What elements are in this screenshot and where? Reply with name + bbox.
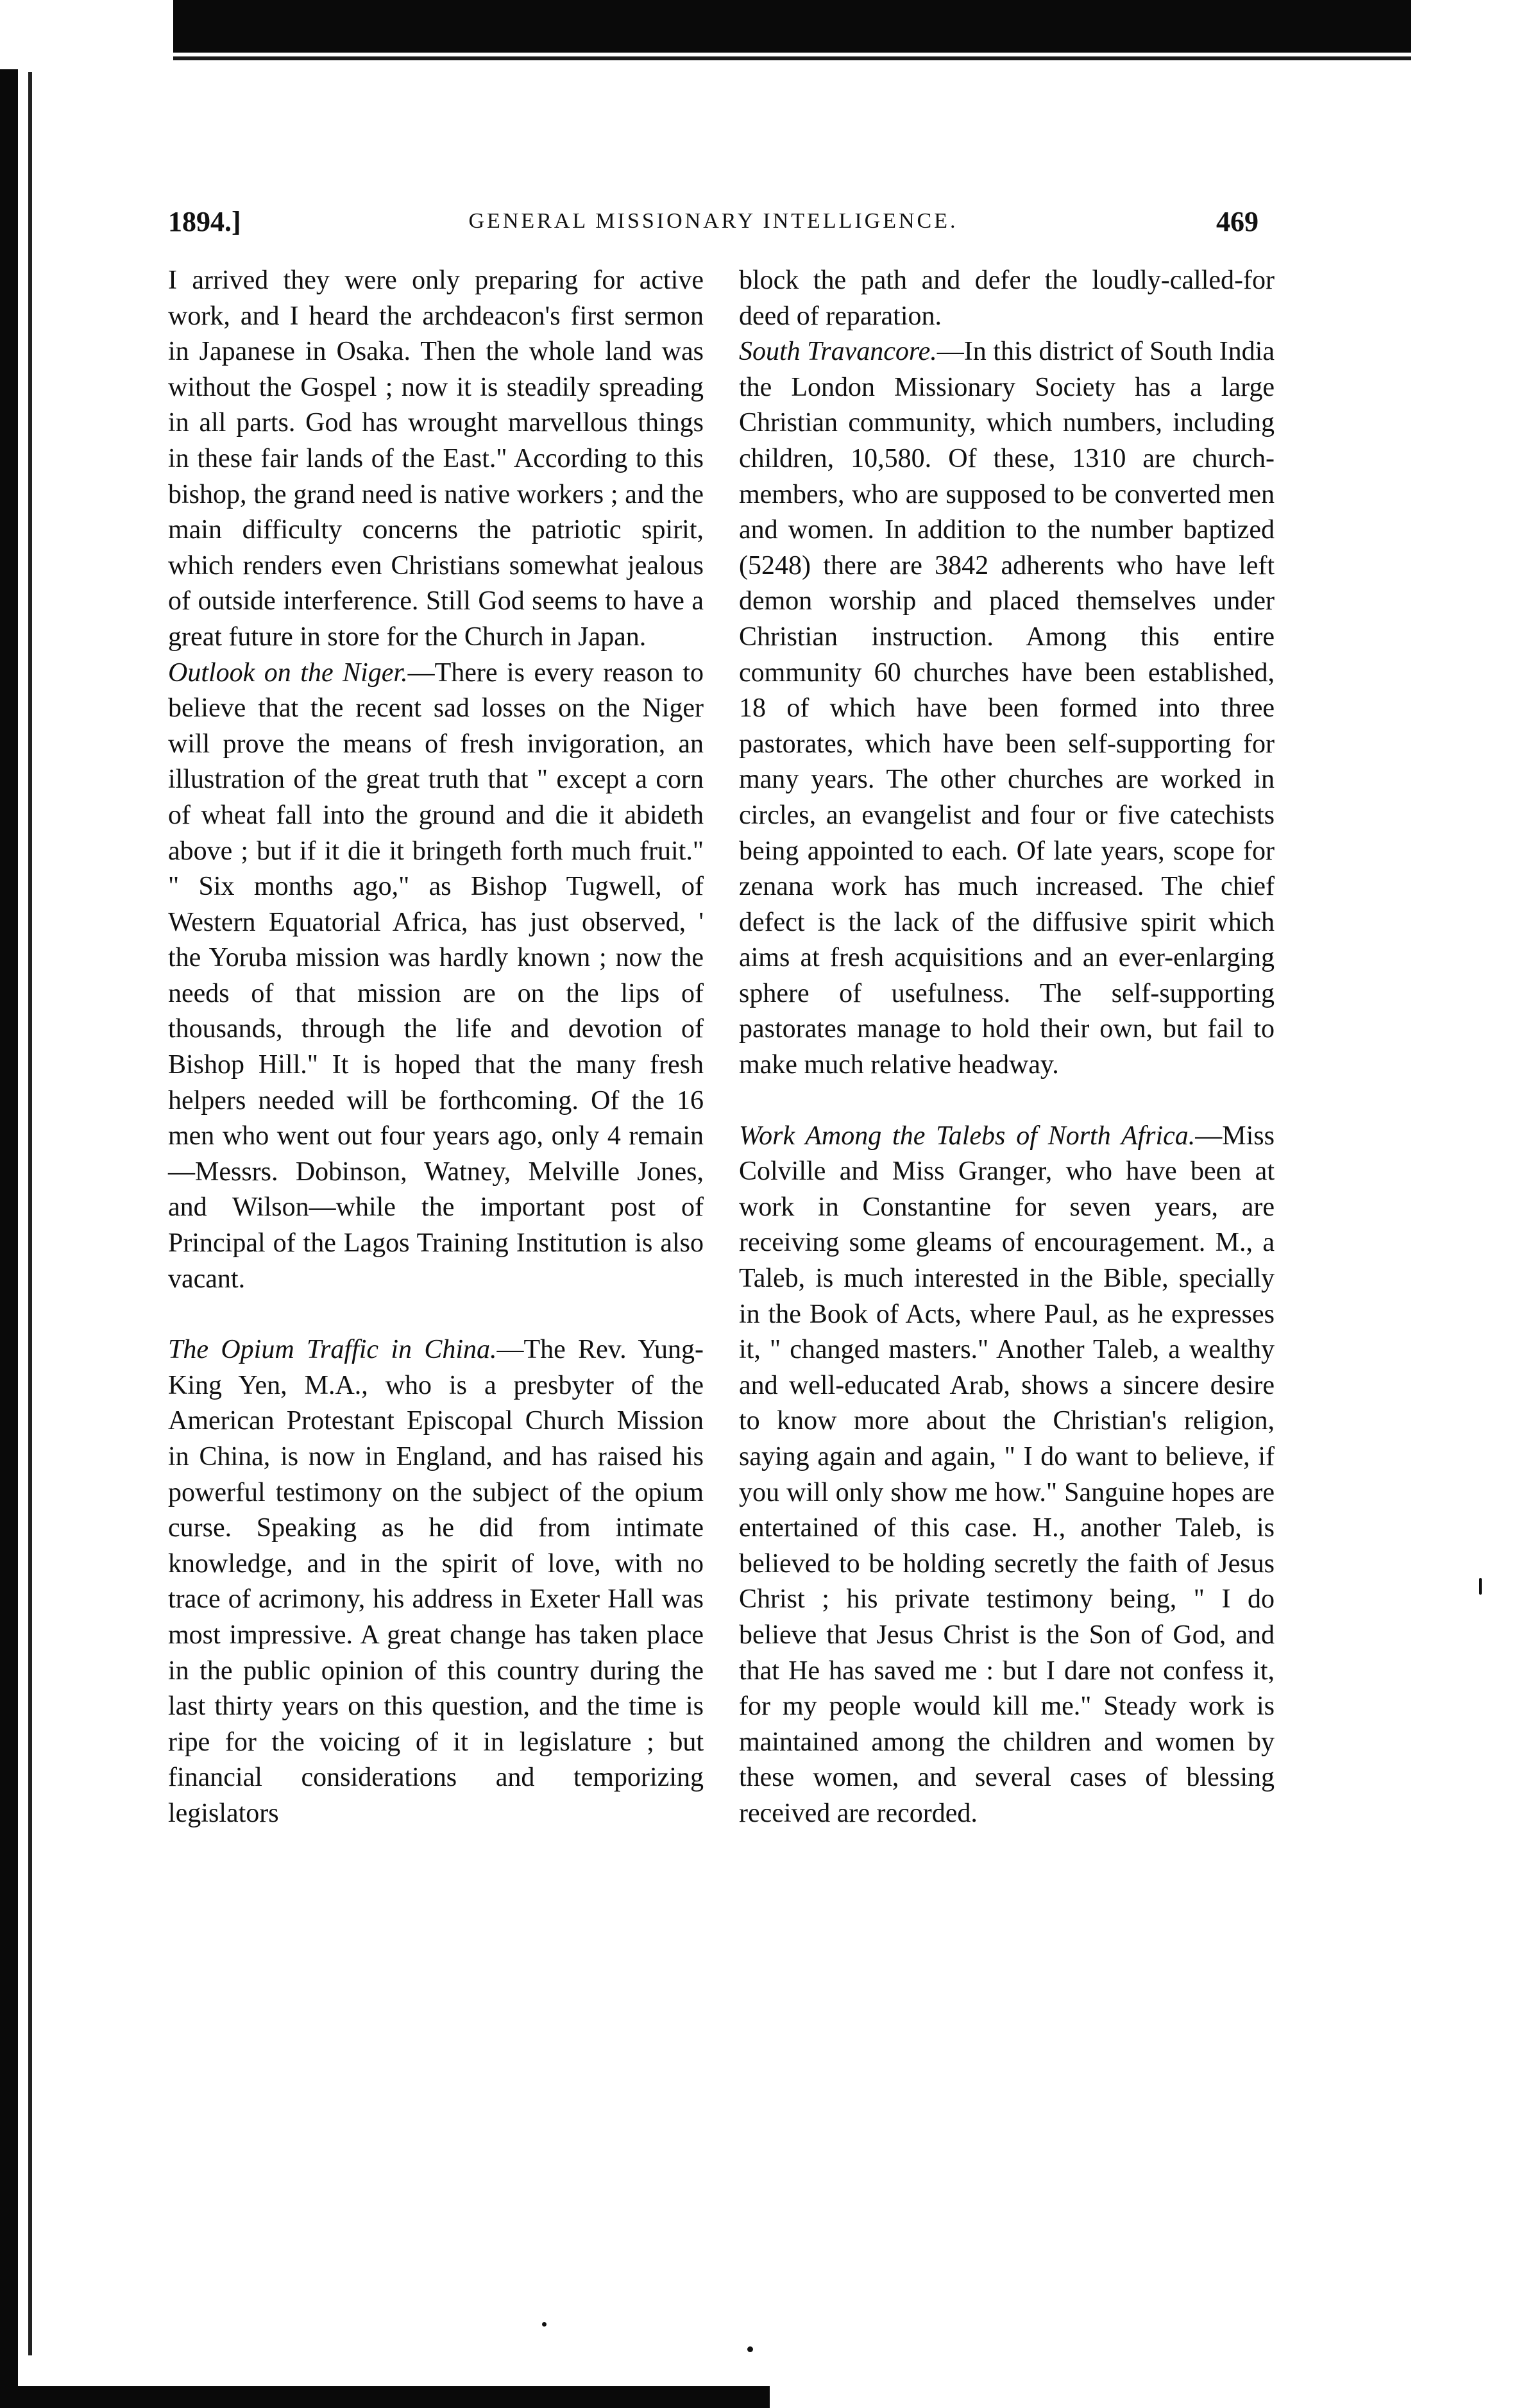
scan-border-top-line — [173, 56, 1411, 60]
left-paragraph-3 — [168, 1332, 704, 1831]
scan-border-top — [173, 0, 1411, 53]
talebs-heading: Work Among the Talebs of North Africa. — [739, 1121, 1196, 1151]
scan-border-left — [0, 69, 18, 2408]
travancore-heading: South Travancore. — [739, 337, 937, 367]
scan-speck — [747, 2346, 753, 2352]
scan-border-left-line — [28, 72, 32, 2355]
opium-body: —The Rev. Yung-King Yen, M.A., who is a presbyter of the American Protestant Episcopal Church Mission in China, is now in England, and has raised his powerful testimony on the subject of the opium curse. Speaking as he did from intimate knowledge, and in the spirit of love, with no trace of acrimony, his address in Exeter Hall was most impressive. A great change has taken place in the public opinion of this country during the last thirty years on this question, and the time is ripe for the voicing of it in legislature ; but financial considerations and temporizing legislators — [168, 1335, 704, 1828]
scan-speck — [1479, 1578, 1482, 1595]
right-paragraph-1: block the path and defer the loudly-called-for deed of reparation. — [739, 266, 1275, 331]
niger-body: —There is every reason to believe that the recent sad losses on the Niger will prove the means of fresh invigoration, an illustration of the great truth that " except a corn of wheat fall into the ground and die it abideth above ; but if it die it bringeth forth much fruit." " Six months ago," as Bishop Tugwell, of Western Equatorial Africa, has just observed, ' the Yoruba mission was hardly known ; now the needs of that mission are on the lips of thousands, through the life and devotion of Bishop Hill." It is hoped that the many fresh helpers needed will be forthcoming. Of the 16 men who went out four years ago, only 4 remain —Messrs. Dobinson, Watney, Melville Jones, and Wilson—while the important post of Principal of the Lagos Training Institution is also vacant. — [168, 657, 704, 1294]
left-paragraph-2 — [168, 656, 704, 1298]
opium-heading: The Opium Traffic in China. — [168, 1335, 497, 1365]
right-paragraph-3 — [739, 1119, 1275, 1832]
left-paragraph-1: I arrived they were only preparing for active work, and I heard the archdeacon's first sermon in Japanese in Osaka. Then the whole land was without the Gospel ; now it is steadily spreading in all parts. God has wrought marvellous things in these fair lands of the East." According to this bishop, the grand need is native workers ; and the main difficulty concerns the patriotic spirit, which renders even Christians somewhat jealous of outside interference. Still God seems to have a great future in store for the Church in Japan. — [168, 266, 704, 652]
left-column — [168, 263, 704, 1832]
header-title: GENERAL MISSIONARY INTELLIGENCE. — [468, 209, 958, 233]
header-year: 1894.] — [168, 206, 241, 237]
niger-heading: Outlook on the Niger. — [168, 657, 408, 688]
right-paragraph-2 — [739, 334, 1275, 1083]
running-header — [168, 205, 1259, 244]
talebs-body: —Miss Colville and Miss Granger, who have been at work in Constantine for seven years, are receiving some gleams of encouragement. M., a Taleb, is much interested in the Bible, specially in the Book of Acts, where Paul, as he expresses it, " changed masters." Another Taleb, a wealthy and well-educated Arab, shows a sincere desire to know more about the Christian's religion, saying again and again, " I do want to believe, if you will only show me how." Sanguine hopes are entertained of this case. H., another Taleb, is believed to be holding secretly the faith of Jesus Christ ; his private testimony being, " I do believe that Jesus Christ is the Son of God, and that He has saved me : but I dare not confess it, for my people would kill me." Steady work is maintained among the children and women by these women, and several cases of blessing received are recorded. — [739, 1121, 1275, 1828]
travancore-body: —In this district of South India the London Missionary Society has a large Christian community, which numbers, including children, 10,580. Of these, 1310 are church-members, who are supposed to be converted men and women. In addition to the number baptized (5248) there are 3842 adherents who have left demon worship and placed themselves under Christian instruction. Among this entire community 60 churches have been established, 18 of which have been formed into three pastorates, which have been self-supporting for many years. The other churches are worked in circles, an evangelist and four or five catechists being appointed to each. Of late years, scope for zenana work has much increased. The chief defect is the lack of the diffusive spirit which aims at fresh acquisitions and an ever-enlarging sphere of usefulness. The self-supporting pastorates manage to hold their own, but fail to make much relative headway. — [739, 337, 1275, 1080]
scan-speck — [542, 2322, 547, 2327]
page-number: 469 — [1216, 206, 1259, 237]
right-column — [739, 263, 1275, 1832]
scan-border-bottom — [0, 2386, 770, 2408]
